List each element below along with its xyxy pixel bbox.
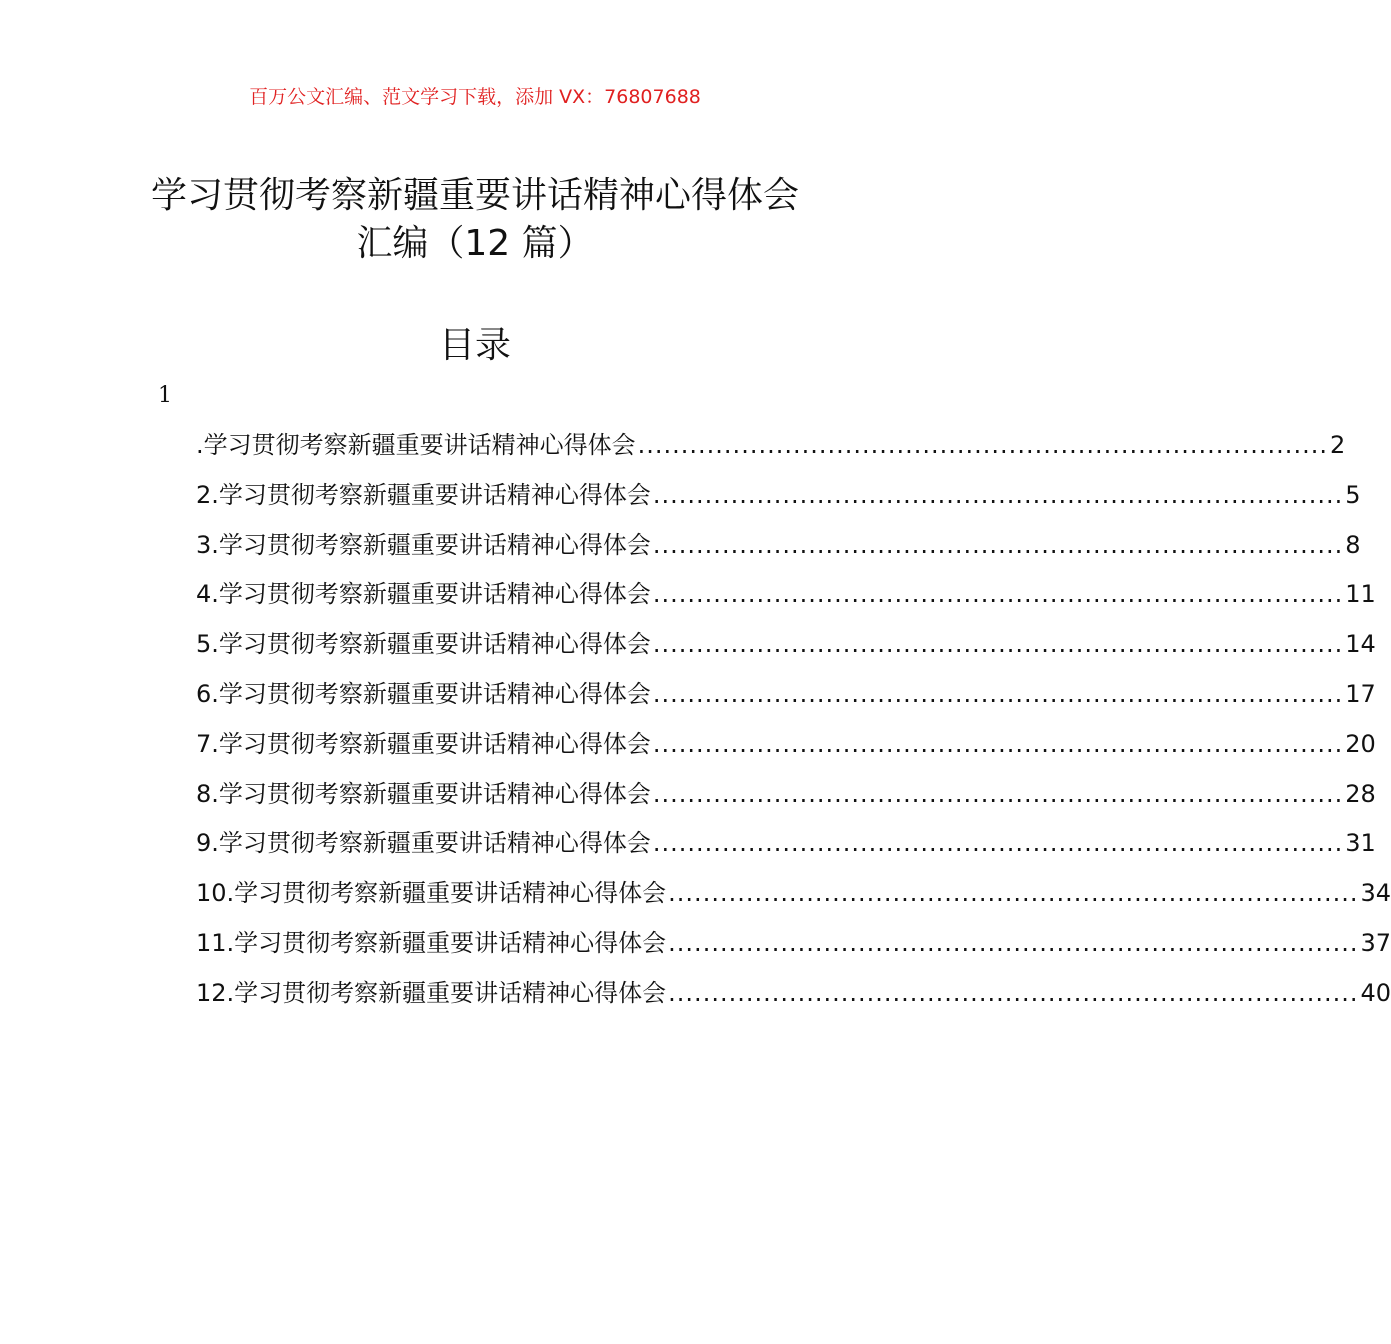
toc-entry-number: 12. — [196, 978, 235, 1007]
toc-entry-title: 学习贯彻考察新疆重要讲话精神心得体会 — [203, 431, 636, 459]
toc-entry-title: 学习贯彻考察新疆重要讲话精神心得体会 — [234, 879, 667, 908]
toc-entry[interactable] — [196, 426, 1346, 476]
toc-entry-page: 40 — [1360, 978, 1391, 1007]
toc-entry[interactable] — [196, 625, 1376, 675]
toc-entry-title: 学习贯彻考察新疆重要讲话精神心得体会 — [218, 630, 651, 659]
toc-leader-dots: ................................................................................ — [652, 580, 1344, 609]
toc-entry-number: 6. — [196, 679, 219, 708]
toc-heading: 目录 — [438, 325, 511, 366]
title-line-2: 汇编（12 篇） — [356, 223, 594, 264]
toc-entry-number: 7. — [196, 729, 219, 758]
toc-entry-page: 5 — [1345, 480, 1361, 509]
toc-entry-number: 5. — [196, 630, 219, 659]
toc-entry-page: 28 — [1345, 779, 1376, 808]
toc-leader-dots: ................................................................................ — [637, 431, 1328, 459]
toc-leader-dots: ................................................................................ — [652, 729, 1344, 758]
toc-entry-page: 11 — [1345, 580, 1376, 609]
toc-entry-page: 34 — [1360, 879, 1391, 908]
toc-entry-page: 14 — [1345, 630, 1376, 659]
toc-entry-number: 2. — [196, 480, 219, 509]
toc-leader-dots: ................................................................................ — [668, 928, 1359, 957]
toc-entry[interactable] — [196, 476, 1361, 526]
toc-entry-number: 3. — [196, 530, 219, 559]
toc-entry-title: 学习贯彻考察新疆重要讲话精神心得体会 — [218, 829, 651, 858]
toc-entry-page: 2 — [1329, 431, 1346, 459]
toc-entry-title: 学习贯彻考察新疆重要讲话精神心得体会 — [234, 978, 667, 1007]
toc-entry[interactable] — [196, 974, 1391, 1024]
toc-entry-number: 11. — [196, 928, 235, 957]
toc-entry-title: 学习贯彻考察新疆重要讲话精神心得体会 — [218, 729, 651, 758]
toc-entry-page: 8 — [1345, 530, 1361, 559]
toc-entry[interactable] — [196, 775, 1376, 825]
table-of-contents — [196, 426, 1391, 1024]
toc-leader-dots: ................................................................................ — [668, 978, 1359, 1007]
toc-entry[interactable] — [196, 725, 1376, 775]
document-title — [0, 172, 950, 268]
toc-entry[interactable] — [196, 824, 1376, 874]
toc-entry-title: 学习贯彻考察新疆重要讲话精神心得体会 — [234, 928, 667, 957]
toc-entry-page: 17 — [1345, 679, 1376, 708]
toc-entry-page: 37 — [1360, 928, 1391, 957]
toc-leader-dots: ................................................................................ — [652, 829, 1344, 858]
title-line-1: 学习贯彻考察新疆重要讲话精神心得体会 — [150, 175, 799, 216]
toc-leader-dots: ................................................................................ — [652, 630, 1344, 659]
toc-entry[interactable] — [196, 924, 1391, 974]
toc-entry[interactable] — [196, 575, 1376, 625]
toc-entry-number: 9. — [196, 829, 219, 858]
toc-leader-dots: ................................................................................ — [652, 779, 1344, 808]
promo-banner: 百万公文汇编、范文学习下载，添加 VX：76807688 — [249, 86, 701, 108]
toc-leader-dots: ................................................................................ — [652, 679, 1344, 708]
toc-entry-title: 学习贯彻考察新疆重要讲话精神心得体会 — [218, 679, 651, 708]
toc-entry-page: 31 — [1345, 829, 1376, 858]
toc-entry-number: 8. — [196, 779, 219, 808]
toc-entry-title: 学习贯彻考察新疆重要讲话精神心得体会 — [218, 580, 651, 609]
toc-entry[interactable] — [196, 675, 1376, 725]
toc-entry-number: 4. — [196, 580, 219, 609]
toc-entry-title: 学习贯彻考察新疆重要讲话精神心得体会 — [218, 779, 651, 808]
toc-entry-number: 10. — [196, 879, 235, 908]
stray-page-number: 1 — [158, 383, 172, 408]
toc-leader-dots: ................................................................................ — [652, 480, 1344, 509]
toc-leader-dots: ................................................................................ — [668, 879, 1359, 908]
toc-entry-page: 20 — [1345, 729, 1376, 758]
toc-entry[interactable] — [196, 526, 1361, 576]
toc-entry-title: 学习贯彻考察新疆重要讲话精神心得体会 — [218, 480, 651, 509]
toc-entry-title: 学习贯彻考察新疆重要讲话精神心得体会 — [218, 530, 651, 559]
toc-leader-dots: ................................................................................ — [652, 530, 1344, 559]
toc-entry-number: . — [196, 431, 204, 459]
toc-entry[interactable] — [196, 874, 1391, 924]
